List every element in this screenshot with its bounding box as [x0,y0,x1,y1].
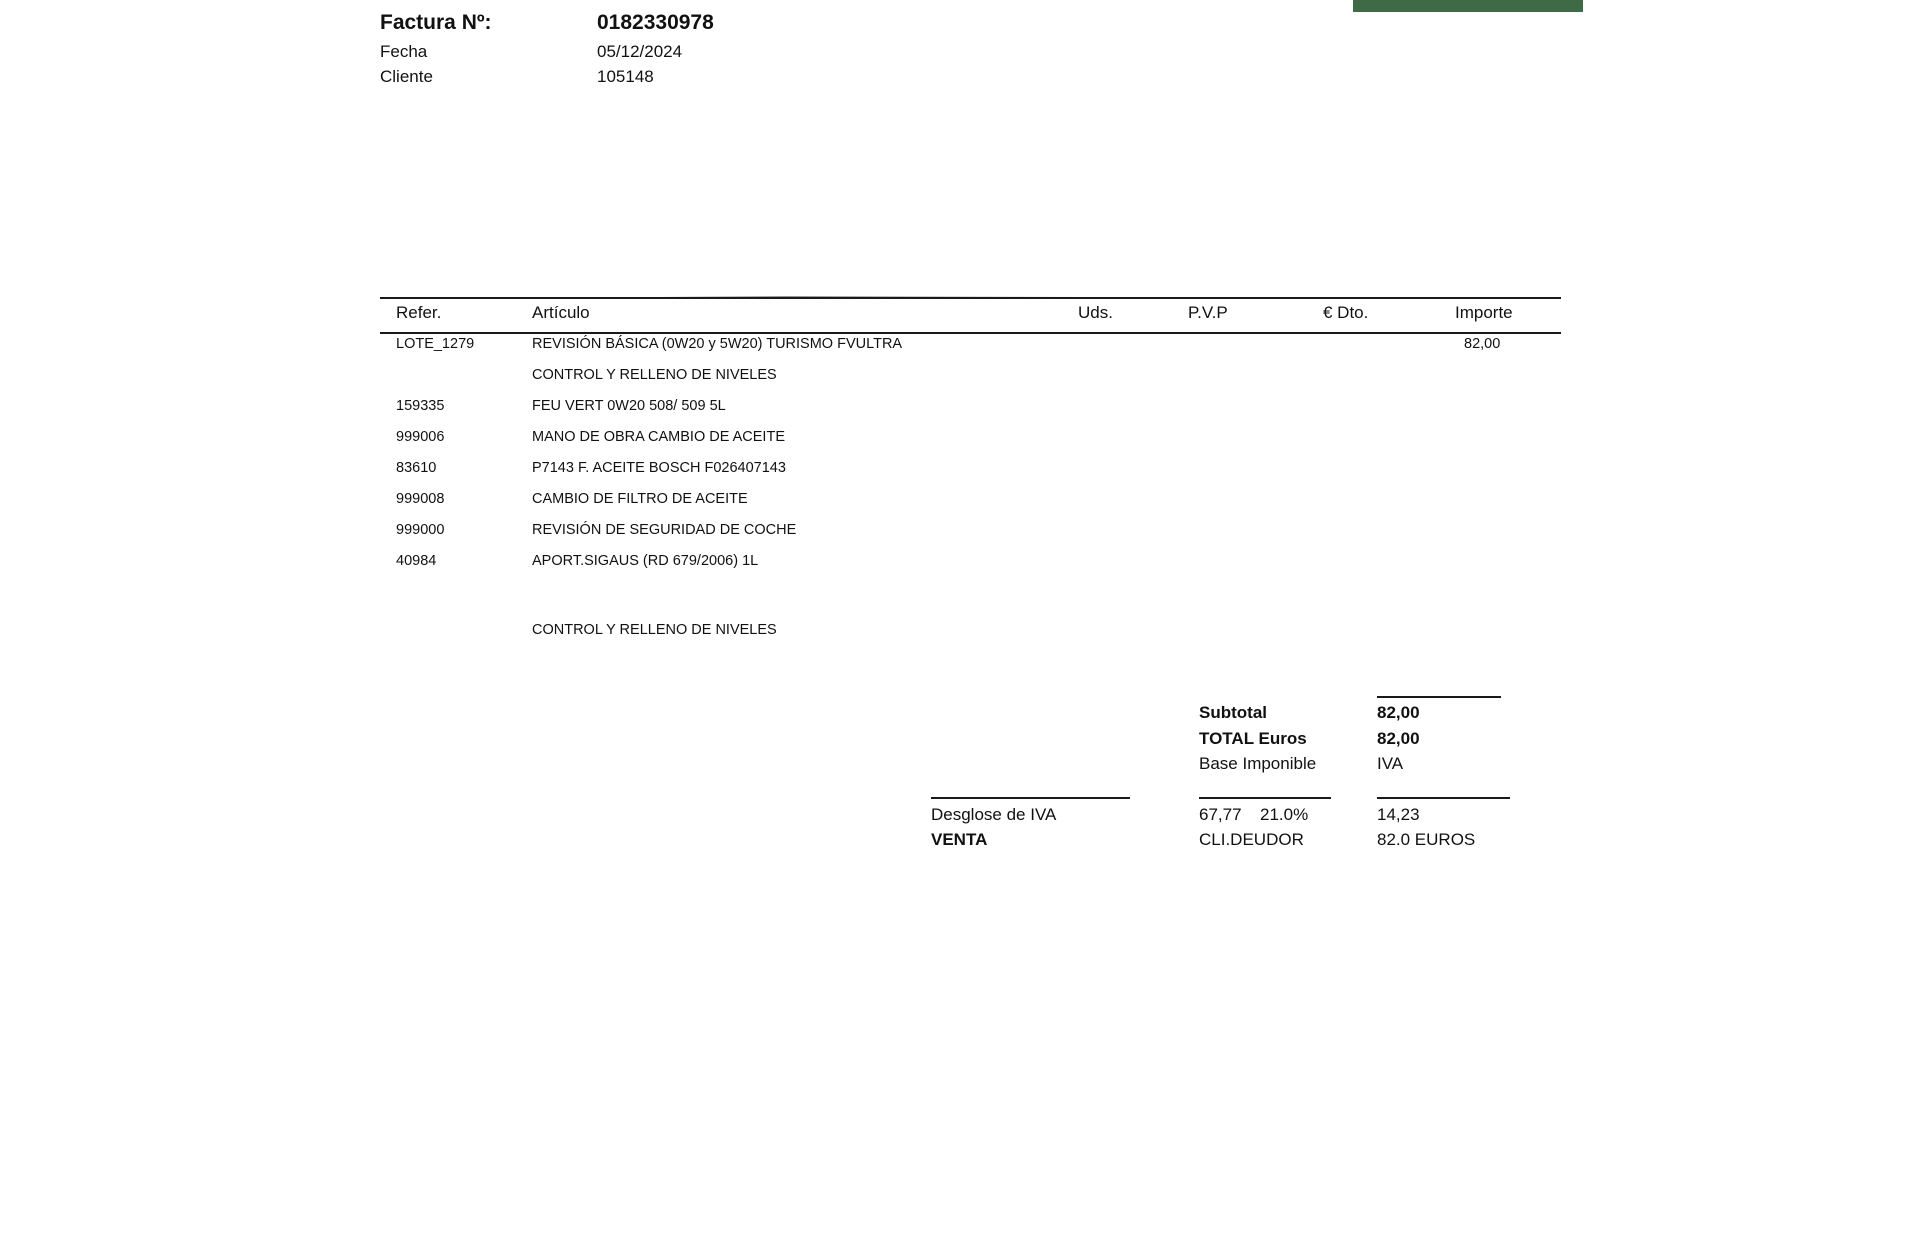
invoice-date: 05/12/2024 [597,42,683,61]
column-header-units: Uds. [1078,303,1113,322]
client-label: Cliente [380,67,433,86]
row-amount: 82,00 [1464,336,1501,352]
row-article: CAMBIO DE FILTRO DE ACEITE [532,491,748,507]
row-article: MANO DE OBRA CAMBIO DE ACEITE [532,429,785,445]
row-article: P7143 F. ACEITE BOSCH F026407143 [532,460,786,476]
table-header-rule [380,332,1561,334]
column-header-discount: € Dto. [1323,303,1369,322]
iva-value: 14,23 [1377,805,1420,824]
iva-label: IVA [1377,754,1404,773]
subtotal-label: Subtotal [1199,703,1267,722]
total-label: TOTAL Euros [1199,729,1307,748]
subtotal-underline [1377,696,1501,698]
table-note: CONTROL Y RELLENO DE NIVELES [532,622,777,638]
row-ref: LOTE_1279 [396,336,475,352]
payment-amount: 82.0 EUROS [1377,830,1476,849]
total-value: 82,00 [1377,729,1420,748]
row-ref: 40984 [396,553,437,569]
row-article: FEU VERT 0W20 508/ 509 5L [532,398,726,414]
row-ref: 83610 [396,460,437,476]
invoice-number-label: Factura Nº: [380,11,492,34]
subtotal-value: 82,00 [1377,703,1420,722]
column-header-article: Artículo [532,303,590,322]
client-number: 105148 [597,67,654,86]
column-header-ref: Refer. [396,303,442,322]
table-top-rule [380,297,1561,299]
row-ref: 999006 [396,429,445,445]
base-label: Base Imponible [1199,754,1317,773]
column-header-pvp: P.V.P [1188,303,1228,322]
sale-label: VENTA [931,830,988,849]
row-article: REVISIÓN DE SEGURIDAD DE COCHE [532,522,797,538]
row-ref: 999008 [396,491,445,507]
invoice-number: 0182330978 [597,11,714,34]
brand-bar [1353,0,1583,12]
column-header-amount: Importe [1455,303,1513,322]
iva-rate: 21.0% [1260,805,1309,824]
row-article: APORT.SIGAUS (RD 679/2006) 1L [532,553,759,569]
date-label: Fecha [380,42,428,61]
iva-underline [1377,797,1510,799]
row-ref: 159335 [396,398,445,414]
row-article: REVISIÓN BÁSICA (0W20 y 5W20) TURISMO FVULTRA [532,336,903,352]
breakdown-label: Desglose de IVA [931,805,1057,824]
breakdown-underline [931,797,1130,799]
row-ref: 999000 [396,522,445,538]
row-article: CONTROL Y RELLENO DE NIVELES [532,367,777,383]
base-value: 67,77 [1199,805,1242,824]
payment-method: CLI.DEUDOR [1199,830,1304,849]
base-underline [1199,797,1331,799]
